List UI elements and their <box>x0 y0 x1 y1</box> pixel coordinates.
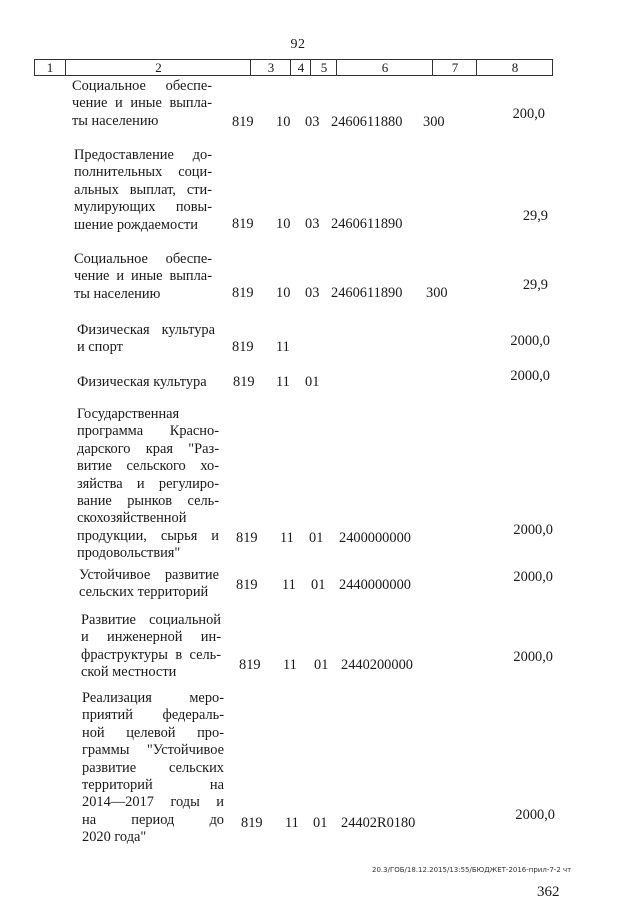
row-description <box>77 374 215 391</box>
amount: 2000,0 <box>513 569 553 585</box>
header-col-2: 2 <box>65 60 251 75</box>
amount: 2000,0 <box>513 522 553 538</box>
amount: 29,9 <box>522 277 548 293</box>
description-line: Развитие социальной <box>81 612 221 628</box>
description-line: Физическая культура <box>77 374 207 390</box>
code-column-3: 819 <box>232 216 254 232</box>
description-line: граммы "Устойчивое <box>82 742 224 759</box>
code-column-4: 10 <box>276 285 291 301</box>
code-column-6: 24402R0180 <box>341 815 416 831</box>
description-line: ской местности <box>81 664 177 681</box>
sheet-number: 362 <box>537 884 560 900</box>
code-column-4: 11 <box>282 577 296 593</box>
description-line: шение рождаемости <box>74 216 198 233</box>
description-line: Устойчивое развитие <box>79 567 219 583</box>
code-column-6: 2440000000 <box>339 577 411 593</box>
code-column-6: 2460611890 <box>331 285 403 301</box>
header-col-1: 1 <box>46 60 54 75</box>
code-column-6: 2400000000 <box>339 530 411 546</box>
code-column-5: 03 <box>305 216 320 232</box>
row-description <box>74 251 212 303</box>
description-line: развитие сельских <box>82 759 224 776</box>
description-line: зяйства и регулиро- <box>77 475 219 492</box>
code-column-4: 11 <box>283 657 297 673</box>
description-line: Реализация меро- <box>82 690 224 706</box>
code-column-3: 819 <box>239 657 261 673</box>
description-line: чение и иные выпла- <box>72 95 212 112</box>
code-column-4: 11 <box>276 339 290 355</box>
table-header-row <box>34 59 553 76</box>
row-description <box>77 406 219 563</box>
description-line: ты населению <box>74 285 161 302</box>
page-number: 92 <box>290 37 306 52</box>
code-column-3: 819 <box>233 374 255 390</box>
code-column-3: 819 <box>236 577 258 593</box>
description-line: Социальное обеспе- <box>72 78 212 94</box>
description-line: продовольствия" <box>77 545 181 562</box>
header-col-4: 4 <box>290 60 311 75</box>
code-column-4: 10 <box>276 114 291 130</box>
row-description <box>72 78 212 130</box>
description-line: продукции, сырья и <box>77 527 219 544</box>
code-column-4: 11 <box>285 815 299 831</box>
header-col-5: 5 <box>310 60 337 75</box>
row-description <box>79 567 219 602</box>
code-column-5: 01 <box>314 657 329 673</box>
code-column-5: 01 <box>311 577 326 593</box>
description-line: ты населению <box>72 112 159 129</box>
code-column-3: 819 <box>236 530 258 546</box>
code-column-7: 300 <box>426 285 448 301</box>
description-line: полнительных соци- <box>74 164 212 181</box>
code-column-5: 01 <box>309 530 324 546</box>
description-line: приятий федераль- <box>82 707 224 724</box>
description-line: территорий на <box>82 777 224 794</box>
code-column-6: 2460611890 <box>331 216 403 232</box>
code-column-4: 11 <box>276 374 290 390</box>
description-line: программа Красно- <box>77 423 219 440</box>
description-line: Физическая культура <box>77 322 215 338</box>
description-line: дарского края "Раз- <box>77 440 219 457</box>
code-column-5: 03 <box>305 285 320 301</box>
description-line: фраструктуры в сель- <box>81 646 221 663</box>
amount: 29,9 <box>522 208 548 224</box>
code-column-3: 819 <box>232 114 254 130</box>
code-column-3: 819 <box>232 285 254 301</box>
amount: 2000,0 <box>515 807 555 823</box>
amount: 200,0 <box>512 106 545 122</box>
description-line: чение и иные выпла- <box>74 268 212 285</box>
description-line: Предоставление до- <box>74 147 212 163</box>
description-line: и спорт <box>77 339 123 356</box>
header-col-3: 3 <box>250 60 291 75</box>
code-column-5: 01 <box>313 815 328 831</box>
description-line: на период до <box>82 811 224 828</box>
description-line: мулирующих повы- <box>74 199 212 216</box>
description-line: сельских территорий <box>79 584 209 601</box>
code-column-5: 03 <box>305 114 320 130</box>
description-line: и инженерной ин- <box>81 629 221 646</box>
description-line: Государственная <box>77 406 180 422</box>
document-footer-stamp: 20.3/ГОБ/18.12.2015/13:55/БЮДЖЕТ-2016-прил-7-2 чт <box>372 866 572 874</box>
code-column-3: 819 <box>241 815 263 831</box>
amount: 2000,0 <box>510 333 550 349</box>
row-description <box>82 690 224 847</box>
description-line: 2020 года" <box>82 829 147 846</box>
description-line: вание рынков сель- <box>77 493 219 510</box>
header-col-8: 8 <box>476 60 553 75</box>
code-column-7: 300 <box>423 114 445 130</box>
description-line: ной целевой про- <box>82 724 224 741</box>
header-col-7: 7 <box>432 60 477 75</box>
description-line: витие сельского хо- <box>77 458 219 475</box>
code-column-5: 01 <box>305 374 320 390</box>
code-column-4: 11 <box>280 530 294 546</box>
code-column-6: 2460611880 <box>331 114 403 130</box>
row-description <box>74 147 212 234</box>
row-description <box>81 612 221 682</box>
amount: 2000,0 <box>513 649 553 665</box>
description-line: альных выплат, сти- <box>74 181 212 198</box>
row-description <box>77 322 215 357</box>
description-line: Социальное обеспе- <box>74 251 212 267</box>
code-column-6: 2440200000 <box>341 657 413 673</box>
code-column-3: 819 <box>232 339 254 355</box>
header-col-6: 6 <box>336 60 433 75</box>
description-line: 2014—2017 годы и <box>82 794 224 811</box>
amount: 2000,0 <box>510 368 550 384</box>
description-line: скохозяйственной <box>77 510 187 527</box>
code-column-4: 10 <box>276 216 291 232</box>
